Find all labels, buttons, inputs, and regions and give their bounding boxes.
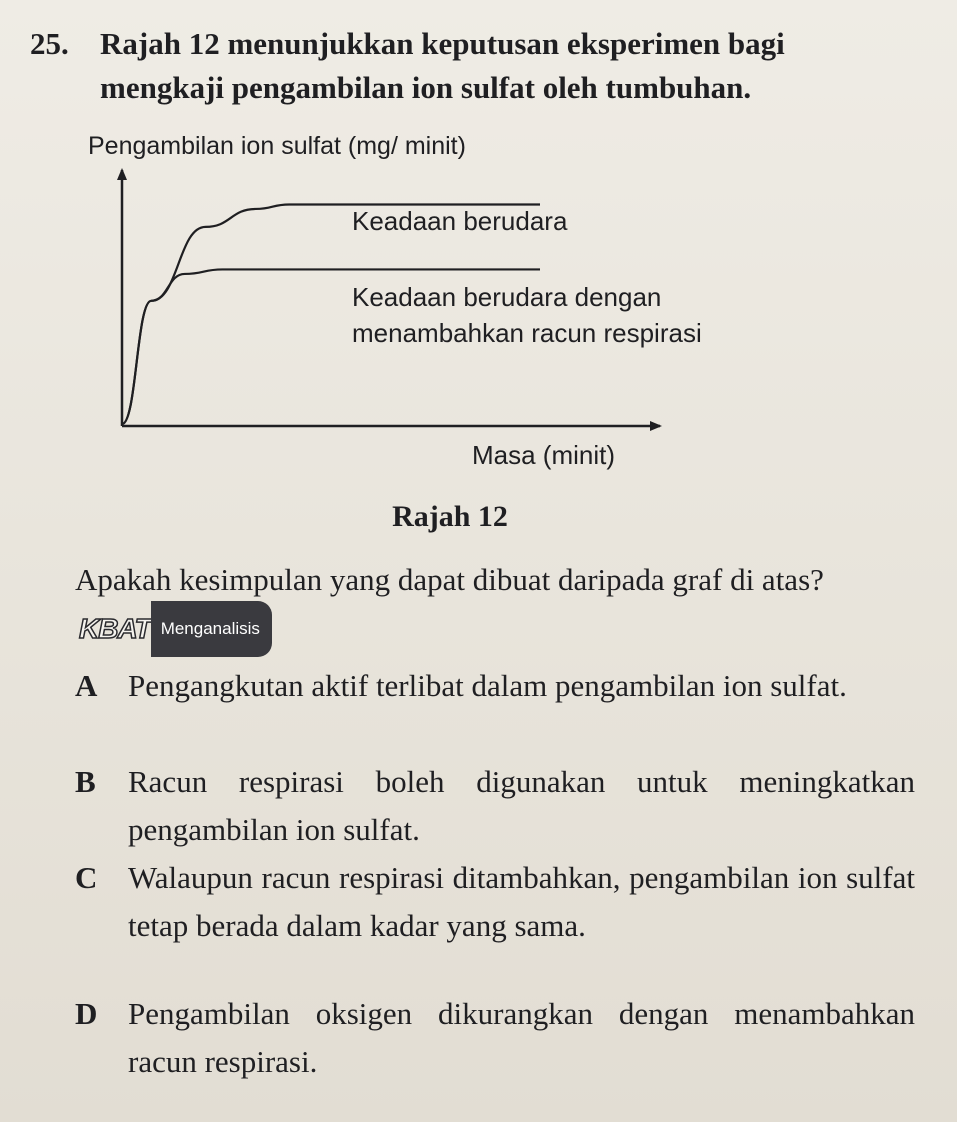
kbat-badge — [79, 614, 272, 644]
x-axis-label: Masa (minit) — [472, 440, 616, 470]
question-stem — [30, 22, 930, 110]
legend-label-poison-line2: menambahkan racun respirasi — [352, 318, 702, 348]
question-prompt — [75, 555, 915, 655]
question-stem-line1: Rajah 12 menunjukkan keputusan eksperimen bagi — [100, 26, 785, 61]
option-d[interactable] — [75, 990, 915, 1086]
option-c-text: Walaupun racun respirasi ditambahkan, pengambilan ion sulfat tetap berada dalam kadar yang sama. — [128, 860, 915, 943]
legend-label-aerobic: Keadaan berudara — [352, 206, 568, 236]
figure-caption: Rajah 12 — [392, 500, 508, 533]
option-a-text: Pengangkutan aktif terlibat dalam pengambilan ion sulfat. — [128, 668, 847, 703]
option-d-text: Pengambilan oksigen dikurangkan dengan menambahkan racun respirasi. — [128, 996, 915, 1079]
option-c-letter: C — [75, 860, 98, 895]
option-a-letter: A — [75, 668, 98, 703]
series-line-aerobic — [122, 204, 540, 424]
series-group — [122, 204, 540, 424]
option-d-letter: D — [75, 996, 98, 1031]
question-stem-line2: mengkaji pengambilan ion sulfat oleh tumbuhan. — [100, 70, 752, 105]
option-c[interactable] — [75, 854, 915, 950]
option-a[interactable] — [75, 662, 915, 710]
y-axis-label: Pengambilan ion sulfat (mg/ minit) — [88, 132, 466, 160]
option-b[interactable] — [75, 758, 915, 854]
option-b-text: Racun respirasi boleh digunakan untuk meningkatkan pengambilan ion sulfat. — [128, 764, 915, 847]
figure-chart — [0, 120, 957, 550]
question-number: 25. — [30, 26, 69, 61]
option-b-letter: B — [75, 764, 96, 799]
legend-label-poison-line1: Keadaan berudara dengan — [352, 282, 662, 312]
line-chart — [0, 120, 957, 480]
question-prompt-text: Apakah kesimpulan yang dapat dibuat daripada graf di atas? — [75, 562, 824, 597]
kbat-badge-logo: KBAT — [79, 612, 151, 644]
kbat-badge-skill: Menganalisis — [151, 601, 272, 657]
